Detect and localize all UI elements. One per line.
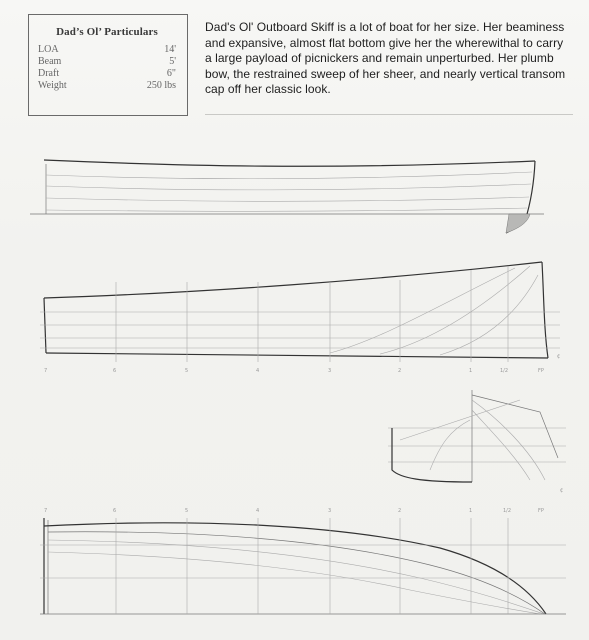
buttock-line [440, 275, 538, 355]
profile-plank-line [46, 184, 531, 190]
plan-waterline [48, 552, 540, 614]
half-breadth-plan-drawing [40, 508, 566, 614]
lines-sheer [44, 262, 542, 298]
spec-label: Weight [38, 80, 67, 91]
station-tick-label: 7 [44, 508, 48, 514]
station-tick-label: 3 [328, 368, 332, 374]
body-plan-section [472, 400, 545, 480]
station-tick-label: 6 [113, 368, 117, 374]
spec-value: 250 lbs [146, 80, 176, 91]
baseline-symbol: ₵ [560, 488, 564, 494]
profile-sheer-line [44, 160, 535, 166]
spec-value: 5' [169, 56, 176, 67]
station-tick-label: 5 [185, 508, 189, 514]
station-tick-label: 7 [44, 368, 48, 374]
profile-plank-line [46, 172, 532, 179]
lines-transom [44, 298, 46, 353]
boat-description: Dad's Ol' Outboard Skiff is a lot of boat for her size. Her beaminess and expansive, almost flat bottom give her the wherewithal to carry a large payload of picnickers and remain unperturbed. Her plumb bow, the restrained sweep of her sheer, and nearly vertical transom cap off her classic look. [205, 20, 566, 96]
particulars-title: Dad’s Ol’ Particulars [56, 26, 158, 38]
outboard-profile-drawing [30, 160, 544, 233]
body-plan-diagonal [400, 400, 520, 440]
station-tick-label: FP [538, 508, 544, 514]
lines-keel [46, 353, 548, 358]
buttock-line [330, 268, 515, 353]
station-tick-label: 1/2 [503, 508, 512, 514]
profile-skeg [506, 214, 530, 233]
station-tick-label: FP [538, 368, 544, 374]
station-tick-label: 4 [256, 368, 260, 374]
profile-plank-line [46, 208, 527, 211]
lines-stem [542, 262, 548, 358]
station-tick-label: 6 [113, 508, 117, 514]
station-tick-label: 2 [398, 508, 402, 514]
station-tick-label: 1 [469, 368, 473, 374]
station-tick-label: 3 [328, 508, 332, 514]
station-tick-label: 5 [185, 368, 189, 374]
baseline-symbol: ₵ [557, 354, 561, 360]
spec-value: 6" [166, 68, 176, 79]
profile-lines-drawing [40, 262, 560, 374]
body-plan-section [472, 395, 558, 458]
buttock-line [380, 266, 530, 354]
station-tick-label: 1/2 [500, 368, 509, 374]
body-plan-section [430, 420, 470, 470]
station-tick-label: 4 [256, 508, 260, 514]
spec-label: Beam [38, 56, 62, 67]
spec-value: 14' [164, 44, 176, 55]
spec-label: LOA [38, 44, 59, 55]
body-plan-drawing [388, 390, 566, 494]
station-tick-label: 1 [469, 508, 473, 514]
body-plan-midsection [392, 428, 472, 482]
spec-label: Draft [38, 68, 60, 79]
profile-plank-line [46, 197, 529, 201]
station-tick-label: 2 [398, 368, 402, 374]
